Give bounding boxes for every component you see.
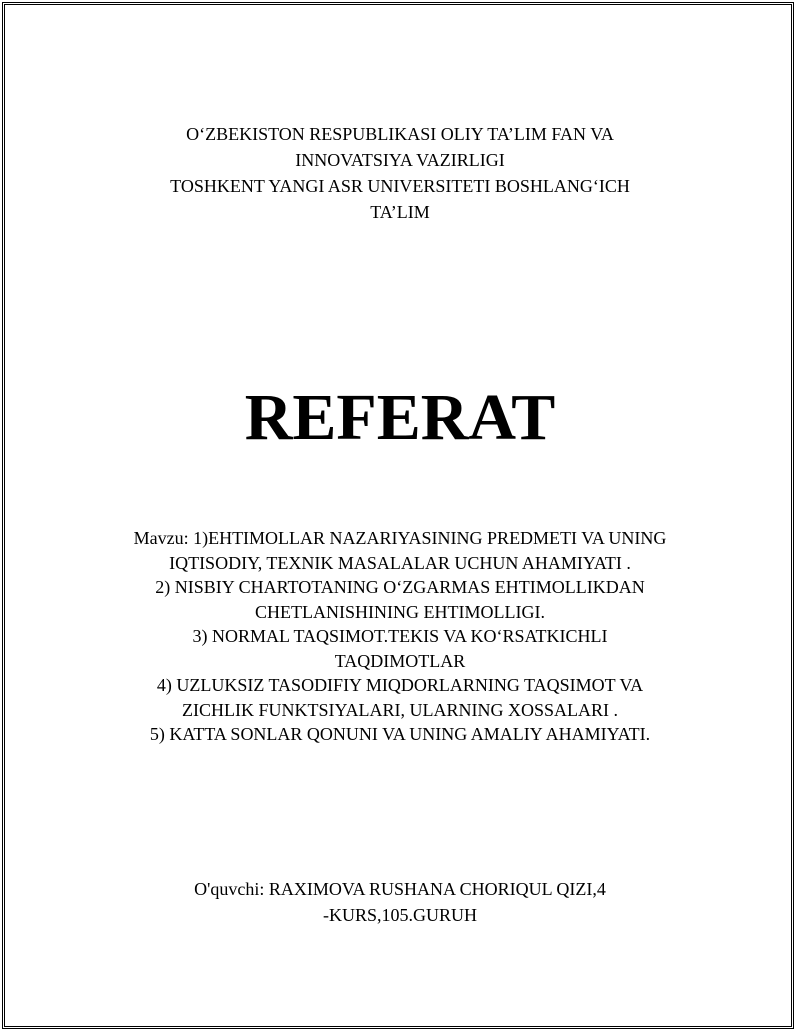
header-line: TOSHKENT YANGI ASR UNIVERSITETI BOSHLANG‘ICH — [170, 176, 630, 196]
topic-line: 5) KATTA SONLAR QONUNI VA UNING AMALIY AHAMIYATI. — [149, 724, 651, 744]
topic-line: ZICHLIK FUNKTSIYALARI, ULARNING XOSSALARI . — [182, 699, 618, 720]
topic-line: 3) NORMAL TAQSIMOT.TEKIS VA KO‘RSATKICHLI — [192, 626, 608, 646]
topic-line: 4) UZLUKSIZ TASODIFIY MIQDORLARNING TAQSIMOT VA — [156, 675, 644, 695]
topic-line: CHETLANISHINING EHTIMOLLIGI. — [255, 601, 545, 622]
topic-line: IQTISODIY, TEXNIK MASALALAR UCHUN AHAMIYATI . — [169, 552, 631, 573]
ministry-header — [0, 121, 800, 225]
student-line: O'quvchi: RAXIMOVA RUSHANA CHORIQUL QIZI,4 — [194, 879, 606, 899]
student-info — [0, 876, 800, 928]
header-line: TA’LIM — [370, 202, 430, 222]
header-line: O‘ZBEKISTON RESPUBLIKASI OLIY TA’LIM FAN VA — [186, 124, 614, 144]
topic-line: Mavzu: 1)EHTIMOLLAR NAZARIYASINING PREDMETI VA UNING — [133, 528, 667, 548]
topic-list — [0, 526, 800, 747]
topic-line: TAQDIMOTLAR — [334, 650, 466, 671]
topic-line: 2) NISBIY CHARTOTANING O‘ZGARMAS EHTIMOLLIKDAN — [155, 577, 645, 597]
document-title: REFERAT — [244, 381, 556, 454]
student-line: -KURS,105.GURUH — [322, 905, 477, 925]
header-line: INNOVATSIYA VAZIRLIGI — [295, 150, 505, 170]
